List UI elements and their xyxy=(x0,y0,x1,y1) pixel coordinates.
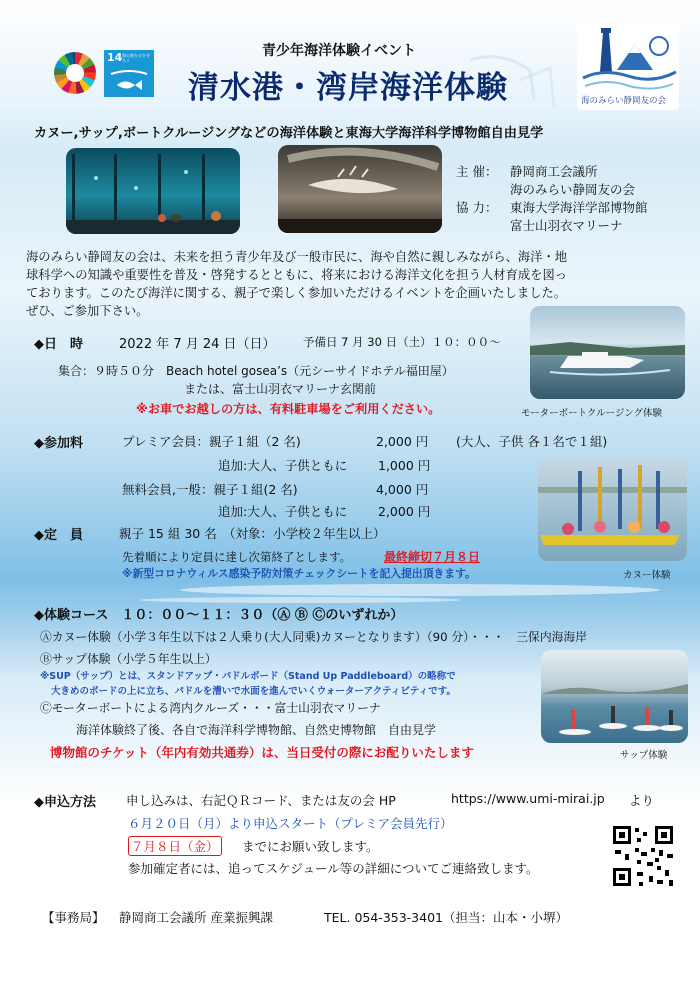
parking-warning: ※お車でお越しの方は、有料駐車場をご利用ください。 xyxy=(136,402,441,416)
sdg-number: 14 xyxy=(107,51,123,64)
course-header: ◆体験コース １０：００～１１：３０（Ⓐ Ⓑ Ⓒのいずれか） xyxy=(34,608,404,623)
sup-caption: サップ体験 xyxy=(620,750,668,761)
apply-yori: より xyxy=(629,793,655,808)
ticket-note: 博物館のチケット（年内有効共通券）は、当日受付の際にお配りいたします xyxy=(50,745,474,760)
whale-skeleton-icon xyxy=(278,145,442,233)
aquarium-photo xyxy=(66,148,240,234)
fee-free-price: 4,000 円 xyxy=(376,482,429,497)
canoe-paddlers-icon xyxy=(538,457,687,561)
lighthouse-fuji-icon xyxy=(577,22,679,92)
coop-label: 協 力： xyxy=(456,200,498,215)
fee-add-price-2: 2,000 円 xyxy=(378,504,431,519)
capacity-value: 親子 15 組 30 名 （対象：小学校２年生以上） xyxy=(119,526,386,541)
fee-free-label: 無料会員,一般：親子１組(2 名) xyxy=(122,482,298,497)
intro-line-2: 球科学への知識や重要性を普及・啓発するとともに、将来における海洋文化を担う人材育成を図っ xyxy=(26,268,568,282)
sup-photo xyxy=(541,650,688,743)
sup-note-2: 大きめのボードの上に立ち、パドルを漕いで水面を進んでいくウォーターアクティビティです。 xyxy=(51,686,456,697)
fee-premium-note: (大人、子供 各１名で１組) xyxy=(456,434,608,449)
coop-1: 東海大学海洋学部博物館 xyxy=(510,200,648,215)
course-a: Ⓐカヌー体験（小学３年生以下は２人乗り(大人同乗)カヌーとなります）（90 分）・・・ 三保内海海岸 xyxy=(40,630,588,644)
meeting-line-1: 集合：９時５０分 Beach hotel gosea’s（元シーサイドホテル福田屋） xyxy=(58,364,454,378)
intro-line-3: ております。このたび海洋に関する、親子で楽しく参加いただけるイベントを企画いたしました。 xyxy=(26,286,567,300)
course-b: Ⓑサップ体験（小学５年生以上） xyxy=(40,652,217,666)
apply-label: ◆申込方法 xyxy=(34,795,96,810)
covid-note: ※新型コロナウィルス感染予防対策チェックシートを記入提出頂きます。 xyxy=(122,567,476,580)
fish-icon xyxy=(109,70,149,94)
first-come-note: 先着順により定員に達し次第終了とします。 xyxy=(122,550,352,564)
fee-add-label-2: 追加:大人、子供ともに xyxy=(218,504,348,519)
event-date: 2022 年 7 月 24 日（日） xyxy=(119,337,276,352)
sup-note-1: ※SUP（サップ）とは、スタンドアップ・パドルボード（Stand Up Paddleboard）の略称で xyxy=(40,671,456,682)
host-label: 主 催： xyxy=(456,164,498,179)
office-label: 【事務局】 xyxy=(42,910,105,925)
fee-premium-price: 2,000 円 xyxy=(376,434,429,449)
fee-add-price-1: 1,000 円 xyxy=(378,458,431,473)
sdg-text: 海の豊かさを守ろう xyxy=(122,53,150,63)
apply-confirm: 参加確定者には、追ってスケジュール等の詳細についてご連絡致します。 xyxy=(128,861,539,876)
apply-line-1: 申し込みは、右記ＱＲコード、または友の会 HP xyxy=(126,793,396,808)
datetime-label: ◆日 時 xyxy=(34,337,83,352)
canoe-caption: カヌー体験 xyxy=(623,570,671,581)
host-2: 海のみらい静岡友の会 xyxy=(510,182,636,197)
aquarium-tank-icon xyxy=(66,148,240,234)
fee-label: ◆参加料 xyxy=(34,436,83,451)
host-1: 静岡商工会議所 xyxy=(510,164,598,179)
museum-photo xyxy=(278,145,442,233)
apply-start: ６月２０日（月）より申込スタート（プレミア会員先行） xyxy=(128,816,453,831)
capacity-label: ◆定 員 xyxy=(34,528,83,543)
event-subtitle: 青少年海洋体験イベント xyxy=(262,43,416,59)
sup-boarders-icon xyxy=(541,650,688,743)
page-title: 清水港・湾岸海洋体験 xyxy=(188,70,508,106)
canoe-photo xyxy=(538,457,687,561)
office-tel: TEL. 054-353-3401（担当：山本・小堺） xyxy=(324,910,568,925)
fee-add-label-1: 追加:大人、子供ともに xyxy=(218,458,348,473)
office-name: 静岡商工会議所 産業振興課 xyxy=(119,910,273,925)
intro-line-4: ぜひ、ご参加下さい。 xyxy=(26,304,149,318)
association-logo xyxy=(577,22,679,110)
apply-deadline-text: までにお願い致します。 xyxy=(242,839,379,854)
motorboat-icon xyxy=(530,306,685,399)
reserve-date: 予備日 7 月 30 日（土）１０：００～ xyxy=(303,335,501,349)
coop-2: 富士山羽衣マリーナ xyxy=(510,218,623,233)
final-deadline: 最終締切７月８日 xyxy=(384,550,481,564)
fee-premium-label: プレミア会員：親子１組（2 名) xyxy=(122,434,301,449)
qr-code[interactable] xyxy=(611,824,675,888)
qr-code-icon xyxy=(611,824,675,888)
apply-url[interactable]: https://www.umi-mirai.jp xyxy=(451,791,605,806)
tagline: カヌー,サップ,ボートクルージングなどの海洋体験と東海大学海洋科学博物館自由見学 xyxy=(34,126,544,141)
sdg-14-icon xyxy=(104,50,154,97)
meeting-line-2: または、富士山羽衣マリーナ玄関前 xyxy=(184,382,377,396)
boat-caption: モーターボートクルージング体験 xyxy=(521,408,663,419)
logo-caption: 海のみらい静岡友の会 xyxy=(581,96,667,106)
sdg-wheel-icon xyxy=(54,52,96,94)
boat-photo xyxy=(530,306,685,399)
apply-deadline-date: ７月８日（金） xyxy=(128,836,222,856)
intro-line-1: 海のみらい静岡友の会は、未来を担う青少年及び一般市民に、海や自然に親しみながら、海洋・地 xyxy=(26,250,568,264)
course-c: Ⓒモーターボートによる湾内クルーズ・・・富士山羽衣マリーナ xyxy=(40,701,381,715)
after-experience: 海洋体験終了後、各自で海洋科学博物館、自然史博物館 自由見学 xyxy=(76,723,437,737)
